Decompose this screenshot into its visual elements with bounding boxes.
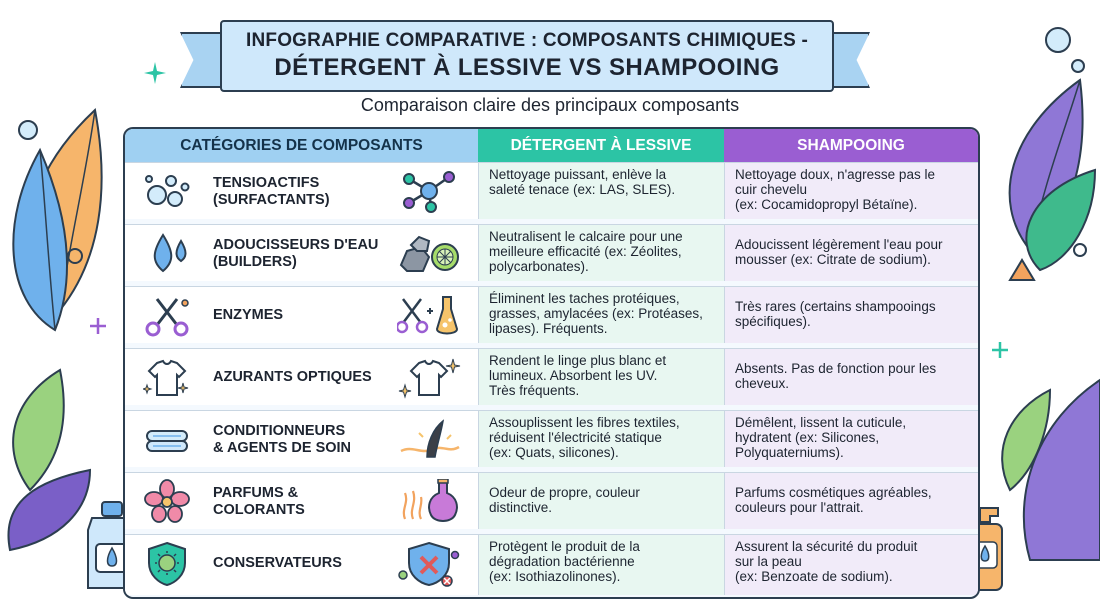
header-shampoo: SHAMPOOING [724, 129, 978, 162]
title-box [220, 20, 834, 92]
detergent-text-line: (ex: Quats, silicones). [489, 445, 619, 460]
shampoo-text-line: Absents. Pas de fonction pour les [735, 361, 937, 376]
sparkle-icon [992, 342, 1008, 358]
scissors-icon [143, 293, 191, 339]
shampoo-text-line: (ex: Benzoate de sodium). [735, 569, 893, 584]
detergent-cell [478, 224, 724, 281]
left-leaves-decoration [0, 70, 130, 570]
detergent-cell [478, 410, 724, 467]
hair-strand-icon [397, 417, 461, 463]
detergent-cell [478, 472, 724, 529]
detergent-text-line: Odeur de propre, couleur [489, 485, 640, 500]
title-banner [180, 20, 870, 88]
category-cell [125, 472, 478, 529]
category-label-line: (SURFACTANTS) [213, 191, 330, 208]
shampoo-cell [724, 162, 978, 219]
shampoo-text-line: Adoucissent légèrement l'eau pour [735, 237, 943, 252]
table-row [125, 286, 978, 343]
category-label-line: CONDITIONNEURS [213, 422, 346, 439]
title-line-2: DÉTERGENT À LESSIVE VS SHAMPOOING [274, 54, 780, 81]
shield-cross-icon [397, 541, 461, 587]
tshirt-sparkle-icon [143, 355, 191, 401]
shampoo-text-line: Très rares (certains shampooings [735, 299, 936, 314]
category-cell [125, 348, 478, 405]
category-label-line: CONSERVATEURS [213, 555, 342, 571]
shampoo-cell [724, 410, 978, 467]
shampoo-text-line: Polyquaterniums). [735, 445, 844, 460]
category-cell [125, 534, 478, 595]
shampoo-text-line: Parfums cosmétiques agréables, [735, 485, 932, 500]
table-row [125, 472, 978, 529]
detergent-text-line: réduisent l'électricité statique [489, 430, 662, 445]
detergent-text-line: Protègent le produit de la [489, 539, 640, 554]
category-cell [125, 224, 478, 281]
molecule-icon [397, 169, 461, 215]
detergent-text-line: Éliminent les taches protéiques, [489, 291, 680, 306]
detergent-cell [478, 162, 724, 219]
scissors-flask-icon [397, 293, 461, 339]
shampoo-cell [724, 472, 978, 529]
category-label [213, 225, 378, 282]
detergent-text-line: distinctive. [489, 500, 553, 515]
detergent-text-line: lumineux. Absorbent les UV. [489, 368, 658, 383]
tshirt-glow-icon [397, 355, 461, 401]
shampoo-text-line: cheveux. [735, 376, 790, 391]
shampoo-cell [724, 534, 978, 595]
detergent-cell [478, 348, 724, 405]
stones-lime-icon [397, 231, 461, 277]
flower-icon [143, 479, 191, 525]
table-row [125, 348, 978, 405]
title-line-1: INFOGRAPHIE COMPARATIVE : COMPOSANTS CHIMIQUES - [245, 30, 809, 51]
category-label-line: COLORANTS [213, 501, 305, 518]
shampoo-text-line: Démêlent, lissent la cuticule, [735, 415, 907, 430]
shampoo-text-line: hydratent (ex: Silicones, [735, 430, 880, 445]
detergent-text-line: grasses, amylacées (ex: Protéases, [489, 306, 703, 321]
category-label [213, 411, 351, 468]
detergent-cell [478, 534, 724, 595]
table-row [125, 224, 978, 281]
detergent-text-line: polycarbonates). [489, 259, 589, 274]
shampoo-text-line: mousser (ex: Citrate de sodium). [735, 252, 931, 267]
shampoo-text-line: (ex: Cocamidopropyl Bétaïne). [735, 197, 918, 212]
sparkle-icon [144, 62, 166, 84]
detergent-text-line: Neutralisent le calcaire pour une [489, 229, 683, 244]
category-cell [125, 286, 478, 343]
shampoo-cell [724, 286, 978, 343]
category-label-line: AZURANTS OPTIQUES [213, 369, 372, 385]
table-row [125, 534, 978, 595]
category-label [213, 287, 283, 344]
category-label [213, 473, 305, 530]
detergent-text-line: saleté tenace (ex: LAS, SLES). [489, 182, 676, 197]
category-label-line: TENSIOACTIFS [213, 174, 320, 191]
shampoo-text-line: sur la peau [735, 554, 802, 569]
table-row [125, 162, 978, 219]
detergent-text-line: meilleure efficacité (ex: Zéolites, [489, 244, 682, 259]
header-categories: CATÉGORIES DE COMPOSANTS [125, 129, 478, 162]
category-label [213, 535, 342, 592]
shampoo-text-line: spécifiques). [735, 314, 811, 329]
category-label-line: PARFUMS & [213, 484, 299, 501]
detergent-text-line: Assouplissent les fibres textiles, [489, 415, 680, 430]
sparkle-icon [90, 318, 106, 334]
shampoo-text-line: Assurent la sécurité du produit [735, 539, 918, 554]
category-label [213, 163, 330, 220]
comparison-table [123, 127, 980, 599]
category-label-line: ADOUCISSEURS D'EAU [213, 236, 379, 253]
category-label-line: & AGENTS DE SOIN [213, 439, 352, 456]
detergent-text-line: Très fréquents. [489, 383, 580, 398]
category-label [213, 349, 372, 406]
bubbles-icon [143, 169, 191, 215]
shampoo-cell [724, 224, 978, 281]
shampoo-text-line: Nettoyage doux, n'agresse pas le [735, 167, 935, 182]
table-row [125, 410, 978, 467]
shampoo-cell [724, 348, 978, 405]
water-drop-icon [143, 231, 191, 277]
detergent-text-line: Rendent le linge plus blanc et [489, 353, 667, 368]
category-label-line: (BUILDERS) [213, 253, 297, 270]
shield-bacteria-icon [143, 541, 191, 587]
category-cell [125, 410, 478, 467]
detergent-text-line: lipases). Fréquents. [489, 321, 608, 336]
shampoo-text-line: cuir chevelu [735, 182, 808, 197]
detergent-text-line: (ex: Isothiazolinones). [489, 569, 621, 584]
category-cell [125, 162, 478, 219]
scent-flask-icon [397, 479, 461, 525]
shampoo-text-line: couleurs pour l'attrait. [735, 500, 864, 515]
header-detergent: DÉTERGENT À LESSIVE [478, 129, 724, 162]
towel-icon [143, 417, 191, 463]
detergent-text-line: dégradation bactérienne [489, 554, 635, 569]
subtitle: Comparaison claire des principaux composants [360, 95, 740, 115]
category-label-line: ENZYMES [213, 307, 284, 323]
table-header [125, 129, 978, 162]
detergent-text-line: Nettoyage puissant, enlève la [489, 167, 667, 182]
detergent-cell [478, 286, 724, 343]
